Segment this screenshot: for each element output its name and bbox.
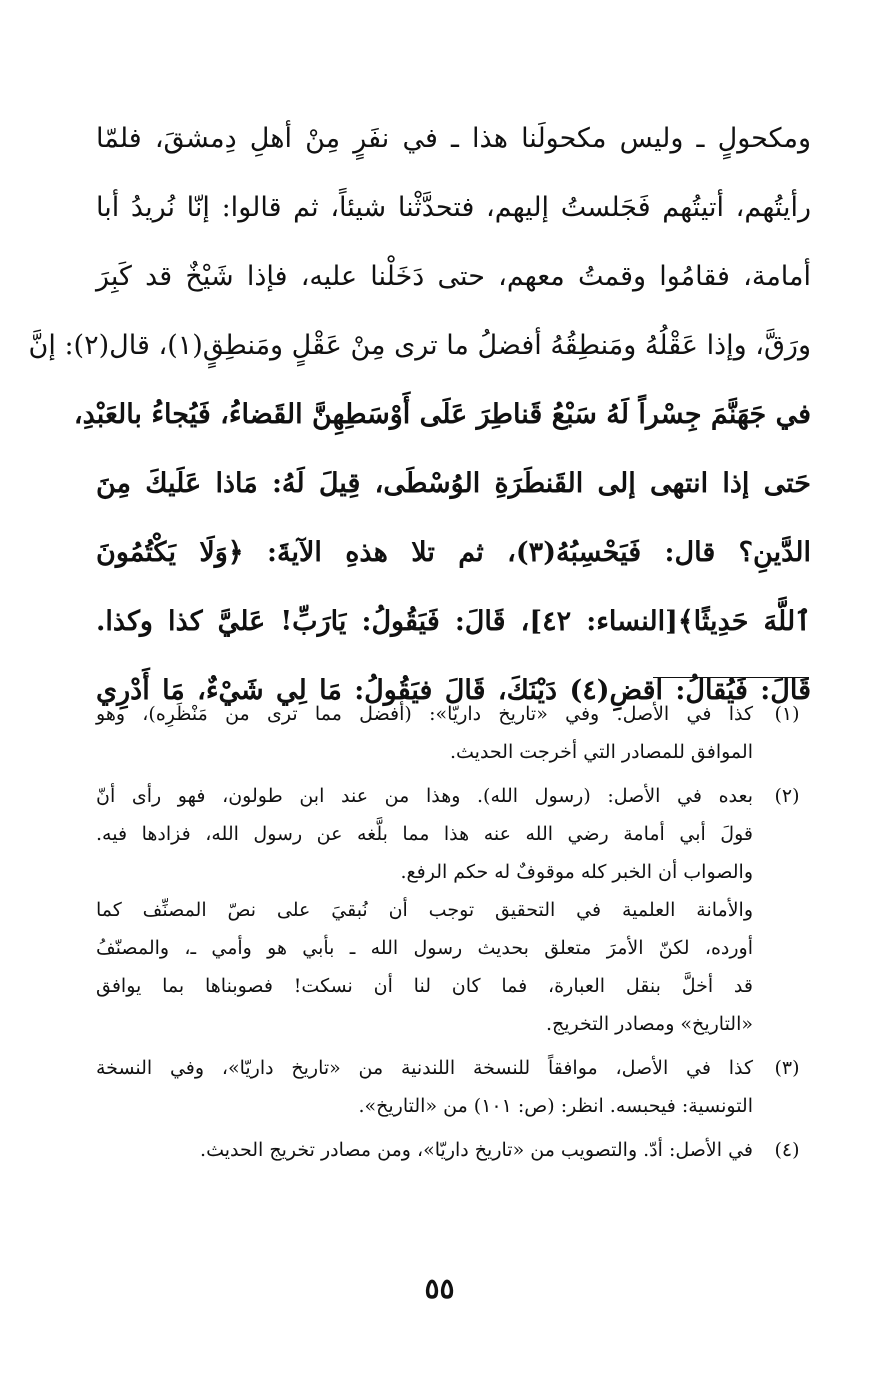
footnote-line: الموافق للمصادر التي أخرجت الحديث. — [449, 741, 753, 763]
footnote-line: بعده في الأصل: (رسول الله). وهذا من عند ابن طولون، فهو رأى أنّ — [96, 785, 753, 807]
main-text-line: أمامة، فقامُوا وقمتُ معهم، حتى دَخَلْنا عليه، فإذا شَيْخٌ قد كَبِرَ — [96, 261, 811, 292]
footnotes — [96, 695, 811, 1175]
footnote-line: في الأصل: أدّ. والتصويب من «تاريخ داريّا»، ومن مصادر تخريج الحديث. — [200, 1139, 753, 1161]
footnote-separator — [653, 677, 809, 678]
main-text-line: ٱللَّهَ حَدِيثًا﴾[النساء: ٤٢]، قَالَ: فَيَقُولُ: يَارَبِّ! عَليَّ كذا وكذا. — [96, 606, 811, 637]
footnote-3 — [96, 1049, 811, 1125]
footnote-1 — [96, 695, 811, 771]
main-text-line: في جَهَنَّمَ جِسْراً لَهُ سَبْعُ قَناطِرَ عَلَى أَوْسَطِهِنَّ القَضاءُ، فَيُجاءُ بالعَبْدِ، — [73, 399, 811, 430]
footnote-line: والصواب أن الخبر كله موقوفٌ له حكم الرفع. — [400, 861, 753, 883]
footnote-line: «التاريخ» ومصادر التخريج. — [545, 1013, 753, 1035]
footnote-number: (٢) — [774, 785, 800, 807]
footnote-2 — [96, 777, 811, 1043]
page-number: ٥٥ — [424, 1272, 455, 1305]
footnote-line: أورده، لكنّ الأمرَ متعلق بحديث رسول الله ـ بأبي هو وأمي ـ، والمصنّفُ — [96, 937, 753, 959]
main-text-line: ورَقَّ، وإذا عَقْلُهُ ومَنطِقُهُ أفضلُ ما ترى مِنْ عَقْلٍ ومَنطِقٍ(١)، قال(٢): إنَّ — [28, 330, 811, 361]
main-text-line: الدَّينِ؟ قال: فَيَحْسِبُهُ(٣)، ثم تلا هذهِ الآيةَ: ﴿وَلَا يَكْتُمُونَ — [96, 537, 811, 568]
footnote-number: (٤) — [774, 1139, 800, 1161]
footnote-number: (٣) — [774, 1057, 800, 1079]
footnote-line: قولَ أبي أمامة رضي الله عنه هذا مما بلَّغه عن رسول الله، فزادها فيه. — [96, 823, 753, 845]
footnote-number: (١) — [774, 703, 800, 725]
main-text — [28, 104, 811, 725]
footnote-line: التونسية: فيحبسه. انظر: (ص: ١٠١) من «التاريخ». — [358, 1095, 753, 1117]
footnote-line: كذا في الأصل. وفي «تاريخ داريّا»: (أفضل مما ترى من مَنْظَرِه)، وهو — [96, 703, 753, 725]
main-text-line: حَتى إذا انتهى إلى القَنطَرَةِ الوُسْطَى، قِيلَ لَهُ: مَاذا عَلَيكَ مِنَ — [96, 468, 811, 499]
footnote-line: والأمانة العلمية في التحقيق توجب أن نُبقيَ على نصّ المصنِّف كما — [96, 899, 753, 921]
footnote-line: كذا في الأصل، موافقاً للنسخة اللندنية من «تاريخ داريّا»، وفي النسخة — [96, 1057, 753, 1079]
footnote-line: قد أخلَّ بنقل العبارة، فما كان لنا أن نسكت! فصوبناها بما يوافق — [96, 975, 753, 997]
main-text-line: رأيتُهم، أتيتُهم فَجَلستُ إليهم، فتحدَّثْنا شيئاً، ثم قالوا: إنّا نُريدُ أبا — [96, 192, 811, 223]
main-text-line: قَالَ: فَيُقالُ: اقضِ(٤) دَيْنَكَ، قَالَ فيَقُولُ: مَا لِي شَيْءٌ، مَا أَدْرِي — [96, 675, 811, 706]
footnote-4 — [96, 1131, 811, 1169]
main-text-line: ومكحولٍ ـ وليس مكحولَنا هذا ـ في نفَرٍ مِنْ أهلِ دِمشقَ، فلمّا — [96, 123, 811, 154]
